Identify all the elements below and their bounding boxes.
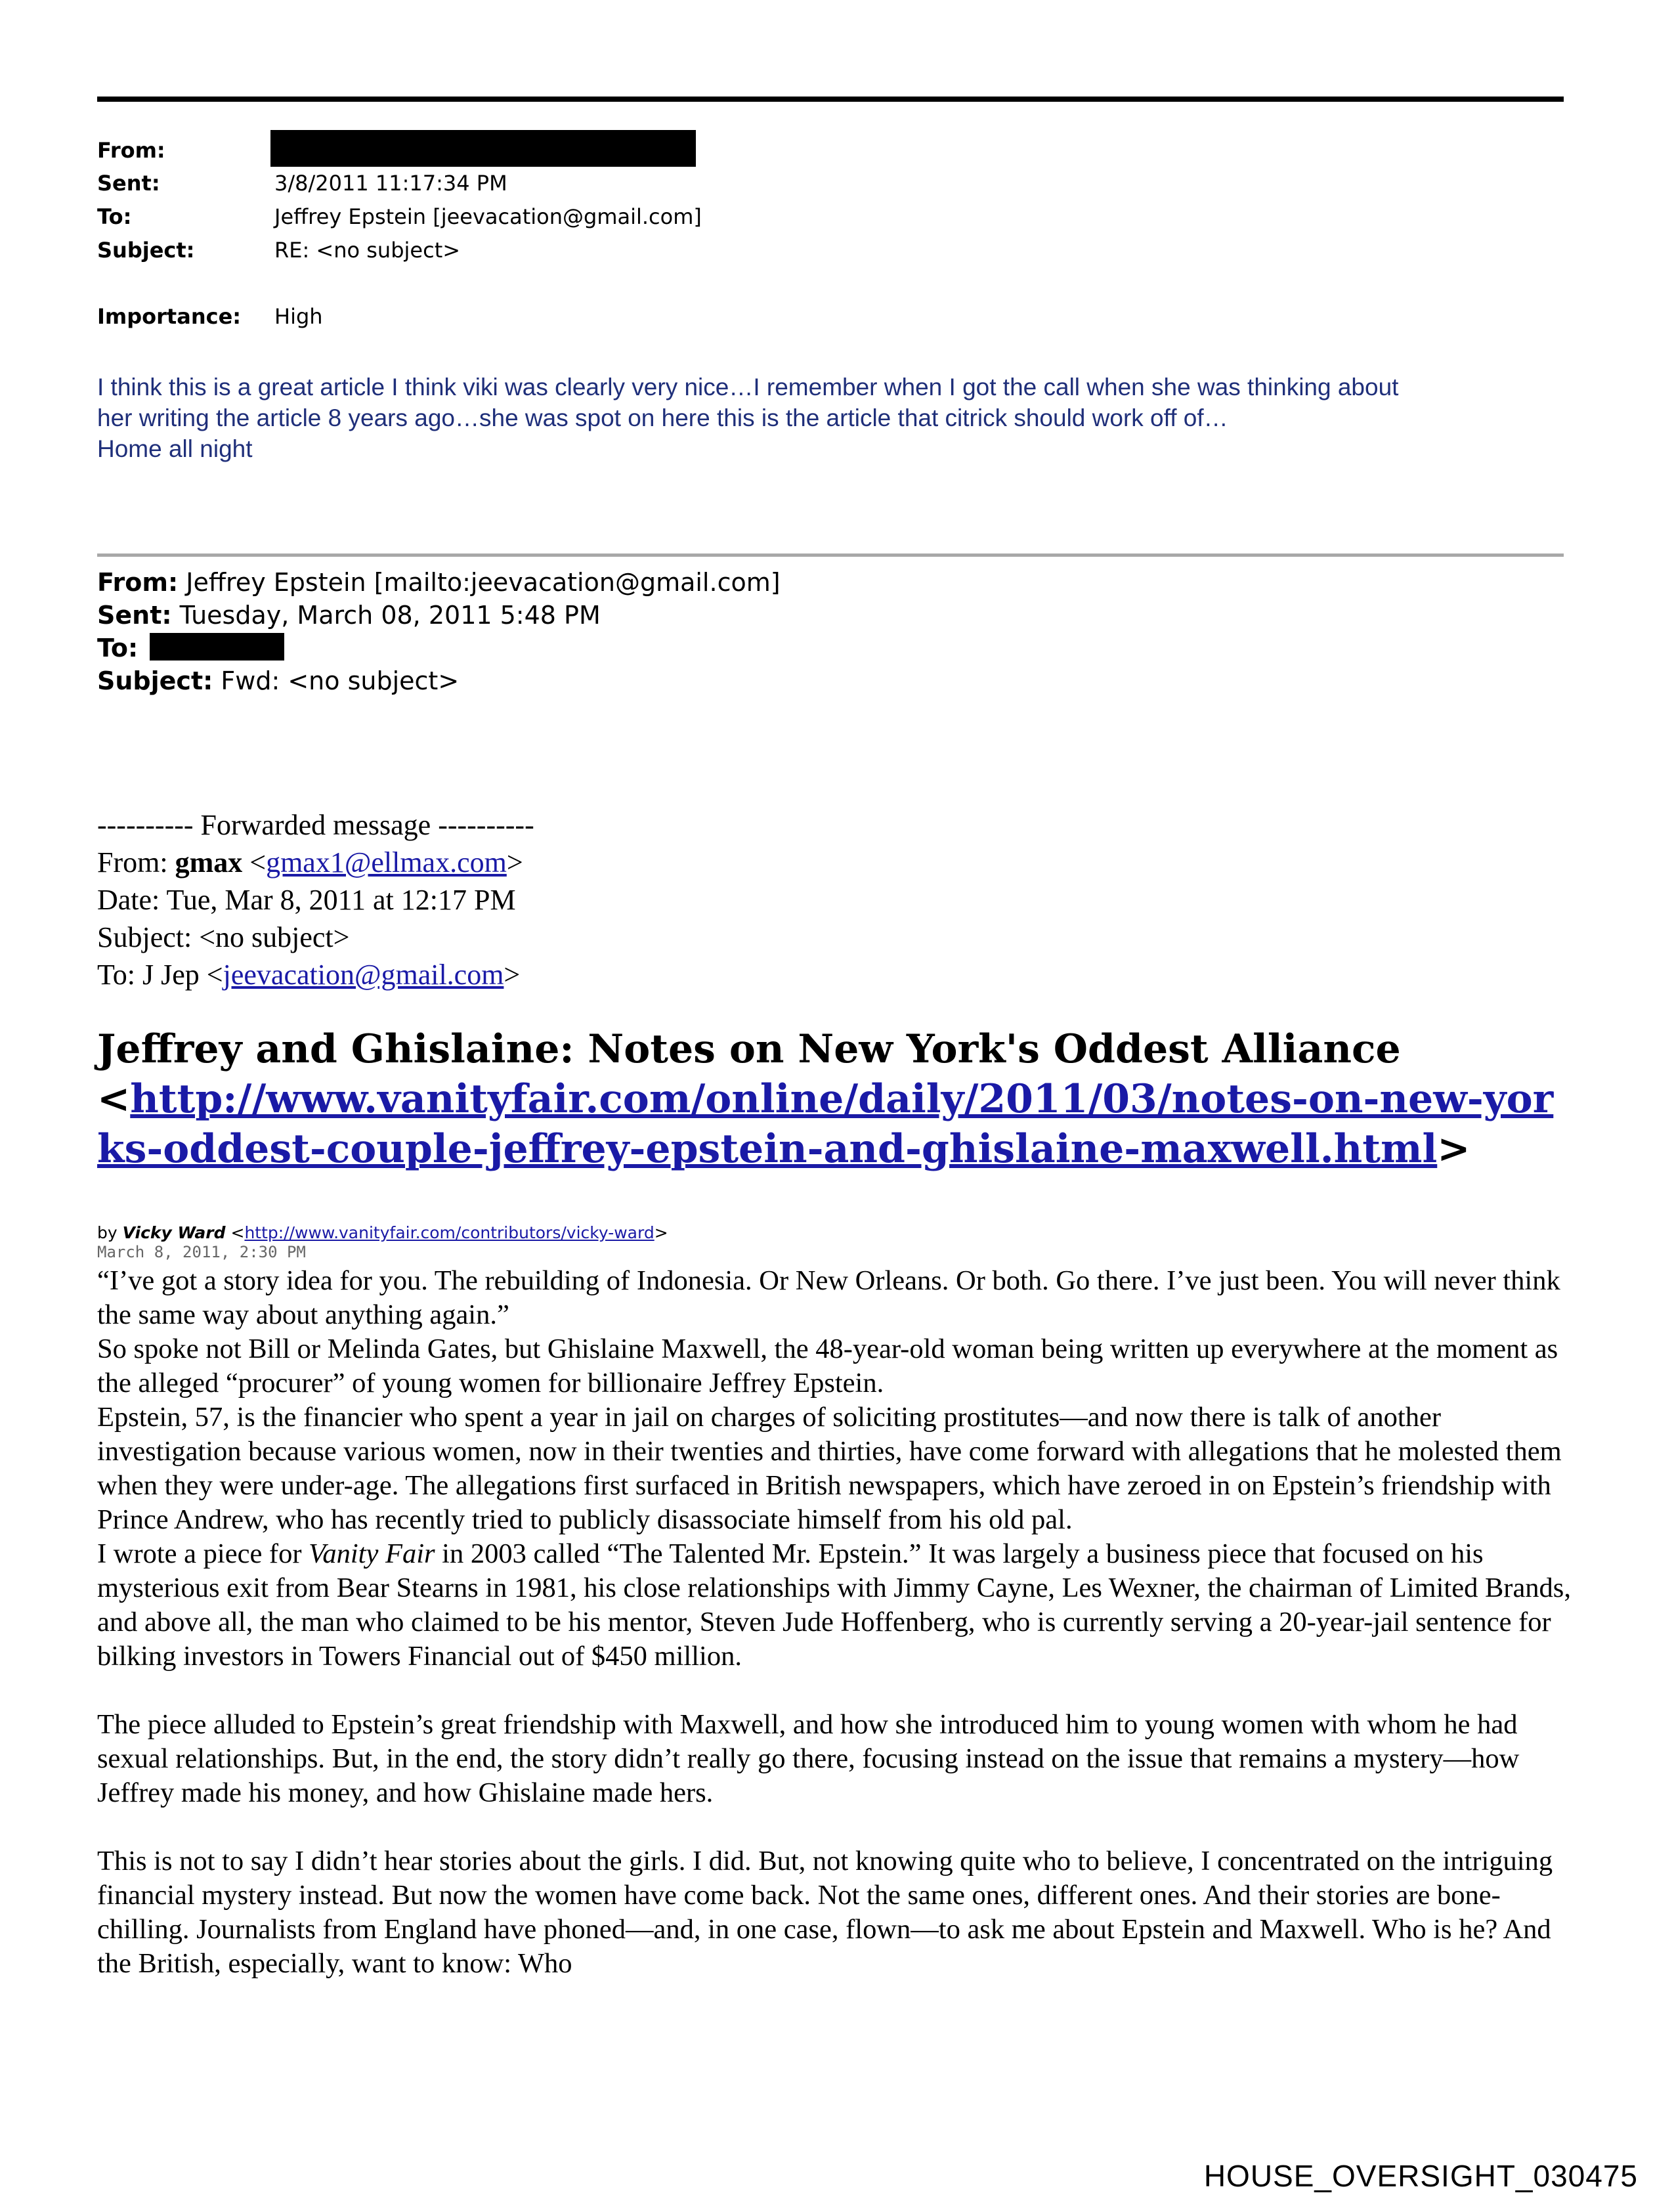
subject-label: Subject: <box>97 238 195 263</box>
article-paragraph: The piece alluded to Epstein’s great friendship with Maxwell, and how she introduced him to young women with whom he had sexual relationships. But, in the end, the story didn’t really go there, focusing instead on the issue that remains a mystery—how Jeffrey made his money, and how Ghislaine made hers. <box>97 1709 1520 1808</box>
quoted-sent-line <box>97 599 601 632</box>
article-paragraph: So spoke not Bill or Melinda Gates, but Ghislaine Maxwell, the 48-year-old woman being written up everywhere at the moment as the alleged “procurer” of young women for billionaire Jeffrey Epstein. <box>97 1334 1558 1399</box>
email-body <box>97 372 1564 464</box>
forward-from-line: From: gmax <gmax1@ellmax.com> <box>97 846 523 878</box>
quoted-from-line <box>97 566 781 599</box>
forward-to-email-link[interactable]: jeevacation@gmail.com <box>223 959 504 991</box>
byline-prefix: by <box>97 1223 118 1242</box>
quoted-to-line <box>97 632 138 664</box>
article-text: in 2003 called “The Talented Mr. Epstein.” It was largely a business piece that focused on his mysterious exit from Bear Stearns in 1981, his close relationships with Jimmy Cayne, Les Wexner, the chairman of Limited Brands, and above all, the man who claimed to be his mentor, Steven Jude Hoffenberg, who is currently serving a 20-year-jail sentence for bilking investors in Towers Financial out of $450 million. <box>97 1538 1571 1672</box>
forward-to-line: To: J Jep <jeevacation@gmail.com> <box>97 959 521 991</box>
article-paragraph: This is not to say I didn’t hear stories about the girls. I did. But, not knowing quite who to believe, I concentrated on the intriguing financial mystery instead. But now the women have come back. Not the same ones, different ones. And their stories are bone-chilling. Journalists from England have phoned—and, in one case, flown—to ask me about Epstein and Maxwell. Who is he? And the British, especially, want to know: Who <box>97 1846 1553 1979</box>
article-paragraph: Epstein, 57, is the financier who spent a year in jail on charges of soliciting prostitutes—and now there is talk of another investigation because various women, now in their twenties and thirties, have come forward with allegations that he molested them when they were under-age. The allegations first surfaced in British newspapers, which have zeroed in on Epstein’s friendship with Prince Andrew, who has recently tried to publicly disassociate himself from his old pal. <box>97 1402 1562 1535</box>
author-name: Vicky Ward <box>122 1223 226 1242</box>
quote-separator <box>97 553 1564 557</box>
quoted-sent-value: Tuesday, March 08, 2011 5:48 PM <box>179 601 601 630</box>
article-date: March 8, 2011, 2:30 PM <box>97 1243 306 1261</box>
to-value: Jeffrey Epstein [jeevacation@gmail.com] <box>274 204 702 229</box>
sent-label: Sent: <box>97 171 160 196</box>
importance-label: Importance: <box>97 304 242 329</box>
sent-value: 3/8/2011 11:17:34 PM <box>274 171 507 196</box>
article-title: Jeffrey and Ghislaine: Notes on New York's Oddest Alliance <box>97 1026 1401 1072</box>
from-label: From: <box>97 138 165 163</box>
email-body-line: Home all night <box>97 435 253 462</box>
redaction-box <box>270 130 696 167</box>
forwarded-message-header <box>97 806 534 993</box>
article-text: I wrote a piece for <box>97 1538 309 1569</box>
forward-to-prefix: To: J Jep < <box>97 959 223 991</box>
bates-number: HOUSE_OVERSIGHT_030475 <box>1203 2159 1638 2193</box>
article-body <box>97 1264 1574 1981</box>
article-paragraph <box>97 1537 1574 1674</box>
quoted-sent-label: Sent: <box>97 601 172 630</box>
byline: by Vicky Ward <http://www.vanityfair.com/contributors/vicky-ward> <box>97 1223 668 1242</box>
forward-date: Date: Tue, Mar 8, 2011 at 12:17 PM <box>97 884 516 916</box>
quoted-to-label: To: <box>97 634 139 662</box>
quoted-subject-value: Fwd: <no subject> <box>221 666 460 695</box>
article-url-link[interactable]: http://www.vanityfair.com/online/daily/2011/03/notes-on-new-yorks-oddest-couple-jeffrey-epstein-and-ghislaine-maxwell.html <box>97 1076 1554 1172</box>
forward-separator: ---------- Forwarded message ---------- <box>97 809 534 841</box>
to-label: To: <box>97 204 132 229</box>
importance-value: High <box>274 304 323 329</box>
author-url-link[interactable]: http://www.vanityfair.com/contributors/vicky-ward <box>244 1223 655 1242</box>
quoted-subject-line <box>97 664 459 697</box>
forward-from-label: From: <box>97 846 168 878</box>
article-url-line: <http://www.vanityfair.com/online/daily/2011/03/notes-on-new-yorks-oddest-couple-jeffrey-epstein-and-ghislaine-maxwell.html> <box>97 1076 1554 1172</box>
forward-subject: Subject: <no subject> <box>97 921 350 953</box>
quoted-from-value: Jeffrey Epstein [mailto:jeevacation@gmail.com] <box>186 568 781 597</box>
forward-from-email-link[interactable]: gmax1@ellmax.com <box>266 846 507 878</box>
article-paragraph: “I’ve got a story idea for you. The rebuilding of Indonesia. Or New Orleans. Or both. Go there. I’ve just been. You will never think the same way about anything again.” <box>97 1265 1560 1330</box>
quoted-subject-label: Subject: <box>97 666 213 695</box>
article-title-block <box>97 1024 1574 1174</box>
redaction-box <box>150 633 284 661</box>
magazine-name: Vanity Fair <box>309 1538 435 1569</box>
quoted-from-label: From: <box>97 568 179 597</box>
email-header <box>0 0 1674 341</box>
email-body-line: her writing the article 8 years ago…she was spot on here this is the article that citrick should work off of… <box>97 404 1228 431</box>
forward-from-name: gmax <box>175 846 243 878</box>
email-body-line: I think this is a great article I think viki was clearly very nice…I remember when I got the call when she was thinking about <box>97 374 1399 401</box>
subject-value: RE: <no subject> <box>274 238 461 263</box>
